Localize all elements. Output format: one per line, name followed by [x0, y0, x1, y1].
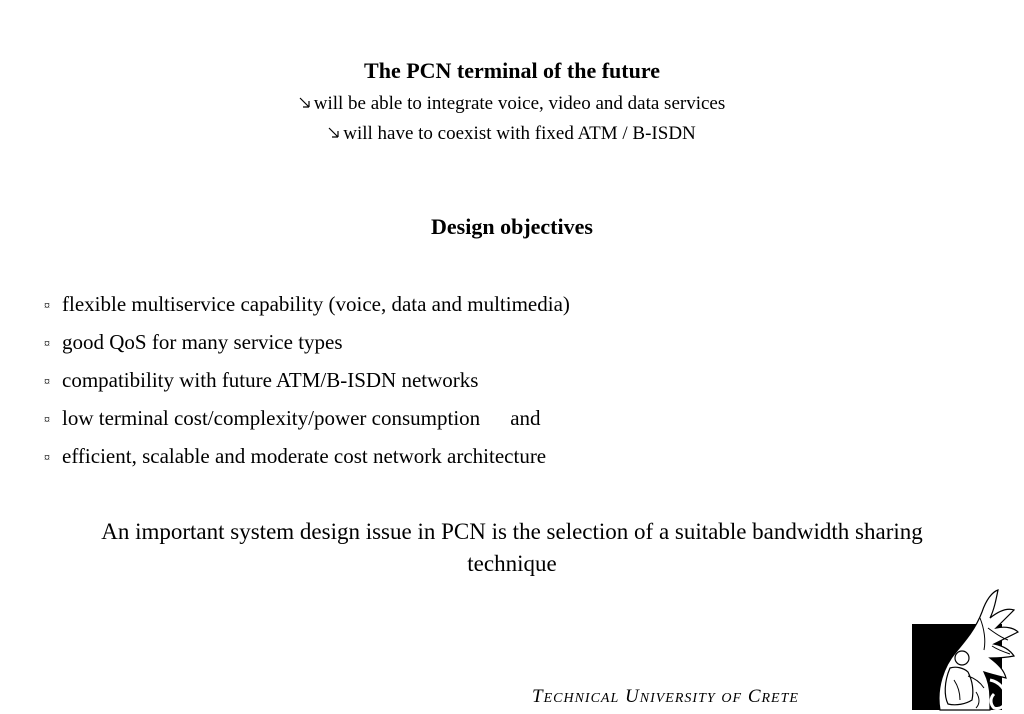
footer-word-initial: U: [625, 686, 640, 707]
objectives-list: [44, 290, 570, 480]
bullet-icon: ¤: [44, 412, 50, 426]
bullet-icon: ¤: [44, 450, 50, 464]
footer-word-rest: OF: [721, 691, 743, 706]
objective-text: flexible multiservice capability (voice, data and multimedia): [62, 292, 570, 316]
bullet-icon: ¤: [44, 374, 50, 388]
hollow-arrow-icon: [299, 96, 313, 110]
objective-text: compatibility with future ATM/B-ISDN networks: [62, 368, 479, 392]
objective-text: efficient, scalable and moderate cost network architecture: [62, 444, 547, 468]
footer-word-initial: T: [532, 686, 544, 707]
subpoint-text: will have to coexist with fixed ATM / B-ISDN: [343, 123, 696, 144]
university-emblem-icon: [910, 588, 1020, 712]
list-item: [44, 442, 570, 480]
conclusion-text: An important system design issue in PCN is the selection of a suitable bandwidth sharing technique: [101, 519, 923, 576]
subpoint-text: will be able to integrate voice, video and data services: [313, 93, 726, 114]
footer-word-rest: ECHNICAL: [543, 691, 620, 706]
list-item: [44, 290, 570, 328]
section-heading: Design objectives: [431, 214, 593, 239]
footer-word-rest: RETE: [761, 691, 799, 706]
list-item: [44, 366, 570, 404]
objective-suffix: and: [510, 406, 541, 430]
footer-university-name: [532, 686, 799, 708]
bullet-icon: ¤: [44, 298, 50, 312]
slide-title: The PCN terminal of the future: [364, 58, 660, 83]
footer-word-initial: C: [747, 686, 762, 707]
subpoint-coexist: [0, 123, 1024, 145]
bullet-icon: ¤: [44, 336, 50, 350]
objective-text: good QoS for many service types: [62, 330, 343, 354]
footer-word-rest: NIVERSITY: [639, 691, 716, 706]
list-item: [44, 404, 570, 442]
hollow-arrow-icon: [328, 126, 342, 140]
subpoint-integrate: [0, 93, 1024, 115]
objective-text: low terminal cost/complexity/power consumption: [62, 406, 481, 430]
list-item: [44, 328, 570, 366]
